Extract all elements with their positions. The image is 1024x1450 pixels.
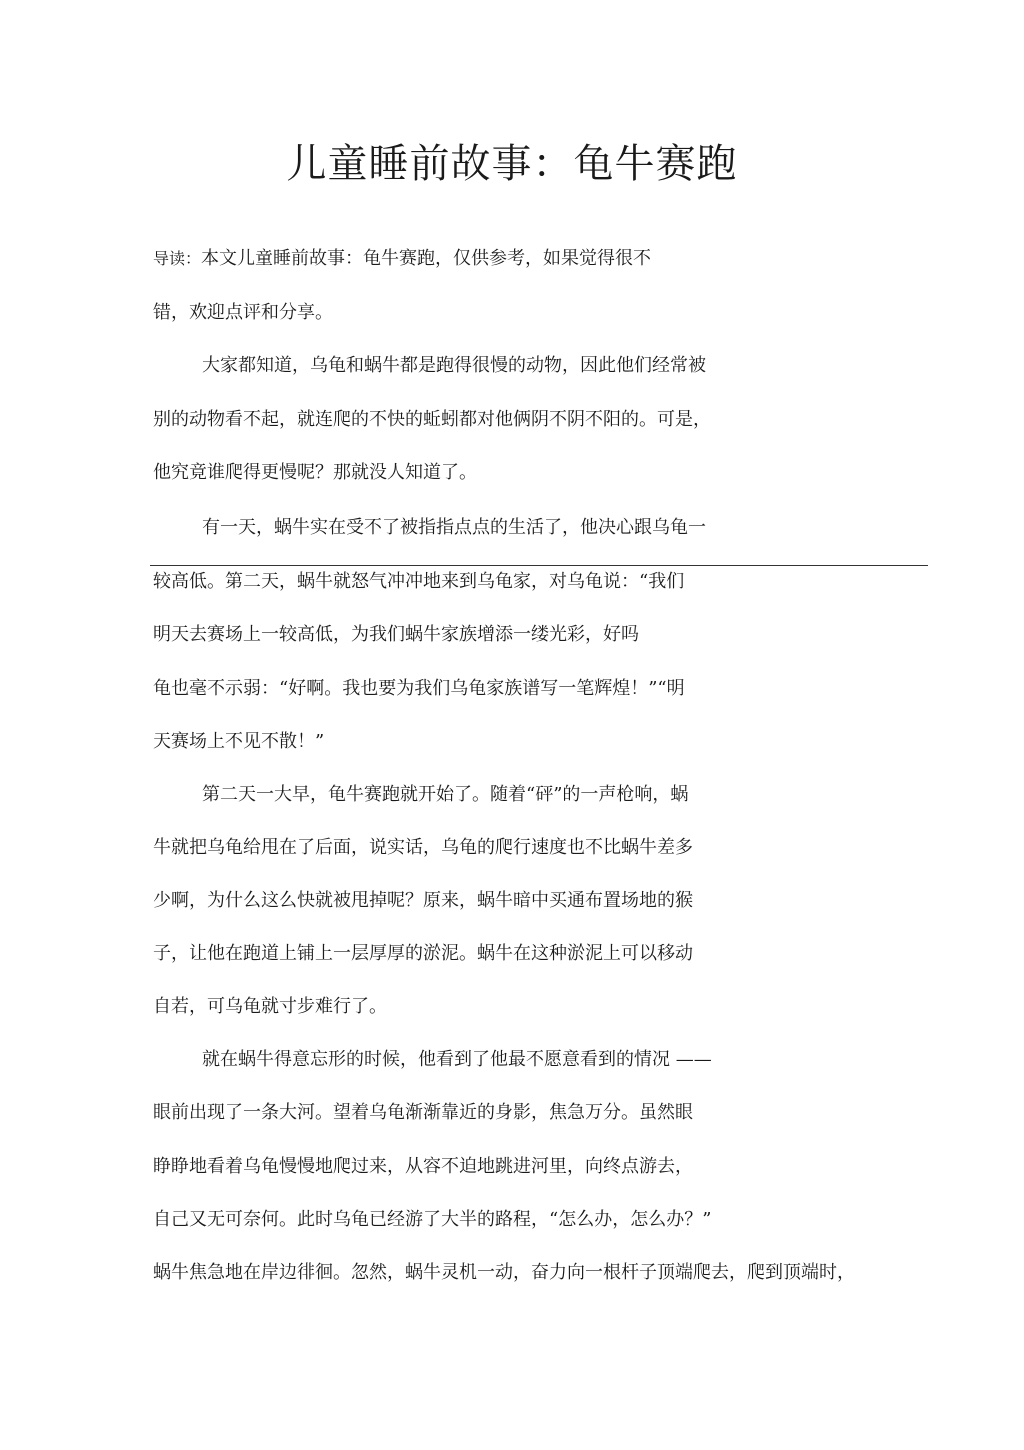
paragraph-line: 睁睁地看着乌龟慢慢地爬过来，从容不迫地跳进河里，向终点游去，: [153, 1156, 693, 1177]
paragraph-line: 明天去赛场上一较高低，为我们蜗牛家族增添一缕光彩，好吗: [153, 624, 639, 645]
paragraph-line: 大家都知道，乌龟和蜗牛都是跑得很慢的动物，因此他们经常被: [202, 355, 706, 376]
paragraph-line: 少啊，为什么这么快就被甩掉呢？原来，蜗牛暗中买通布置场地的猴: [153, 890, 693, 911]
paragraph-line: 较高低。第二天，蜗牛就怒气冲冲地来到乌龟家，对乌龟说：“我们: [153, 571, 685, 592]
paragraph-line: 别的动物看不起，就连爬的不快的蚯蚓都对他俩阴不阴不阳的。可是，: [153, 409, 711, 430]
intro-line-2: 错，欢迎点评和分享。: [153, 302, 333, 323]
paragraph-line: 龟也毫不示弱：“好啊。我也要为我们乌龟家族谱写一笔辉煌！”“明: [153, 678, 685, 699]
paragraph-line: 蜗牛焦急地在岸边徘徊。忽然，蜗牛灵机一动，奋力向一根杆子顶端爬去，爬到顶端时，: [153, 1262, 855, 1283]
paragraph-line: 天赛场上不见不散！”: [153, 731, 325, 752]
document-title: 儿童睡前故事：龟牛赛跑: [286, 141, 738, 187]
paragraph-line: 就在蜗牛得意忘形的时候，他看到了他最不愿意看到的情况 ——: [202, 1049, 712, 1070]
intro-label: 导读：: [153, 249, 202, 268]
paragraph-line: 子，让他在跑道上铺上一层厚厚的淤泥。蜗牛在这种淤泥上可以移动: [153, 943, 693, 964]
intro-text: 本文儿童睡前故事：龟牛赛跑，仅供参考，如果觉得很不: [201, 248, 652, 269]
paragraph-line: 自若，可乌龟就寸步难行了。: [153, 996, 387, 1017]
paragraph-line: 自己又无可奈何。此时乌龟已经游了大半的路程，“怎么办，怎么办？”: [153, 1209, 712, 1230]
paragraph-line: 牛就把乌龟给甩在了后面，说实话，乌龟的爬行速度也不比蜗牛差多: [153, 837, 693, 858]
paragraph-line: 第二天一大早，龟牛赛跑就开始了。随着“砰”的一声枪响，蜗: [202, 784, 689, 805]
intro-line: [153, 247, 651, 271]
paragraph-line: 有一天，蜗牛实在受不了被指指点点的生活了，他决心跟乌龟一: [202, 517, 706, 538]
horizontal-rule: [150, 565, 928, 566]
paragraph-line: 眼前出现了一条大河。望着乌龟渐渐靠近的身影，焦急万分。虽然眼: [153, 1102, 693, 1123]
paragraph-line: 他究竟谁爬得更慢呢？那就没人知道了。: [153, 462, 477, 483]
